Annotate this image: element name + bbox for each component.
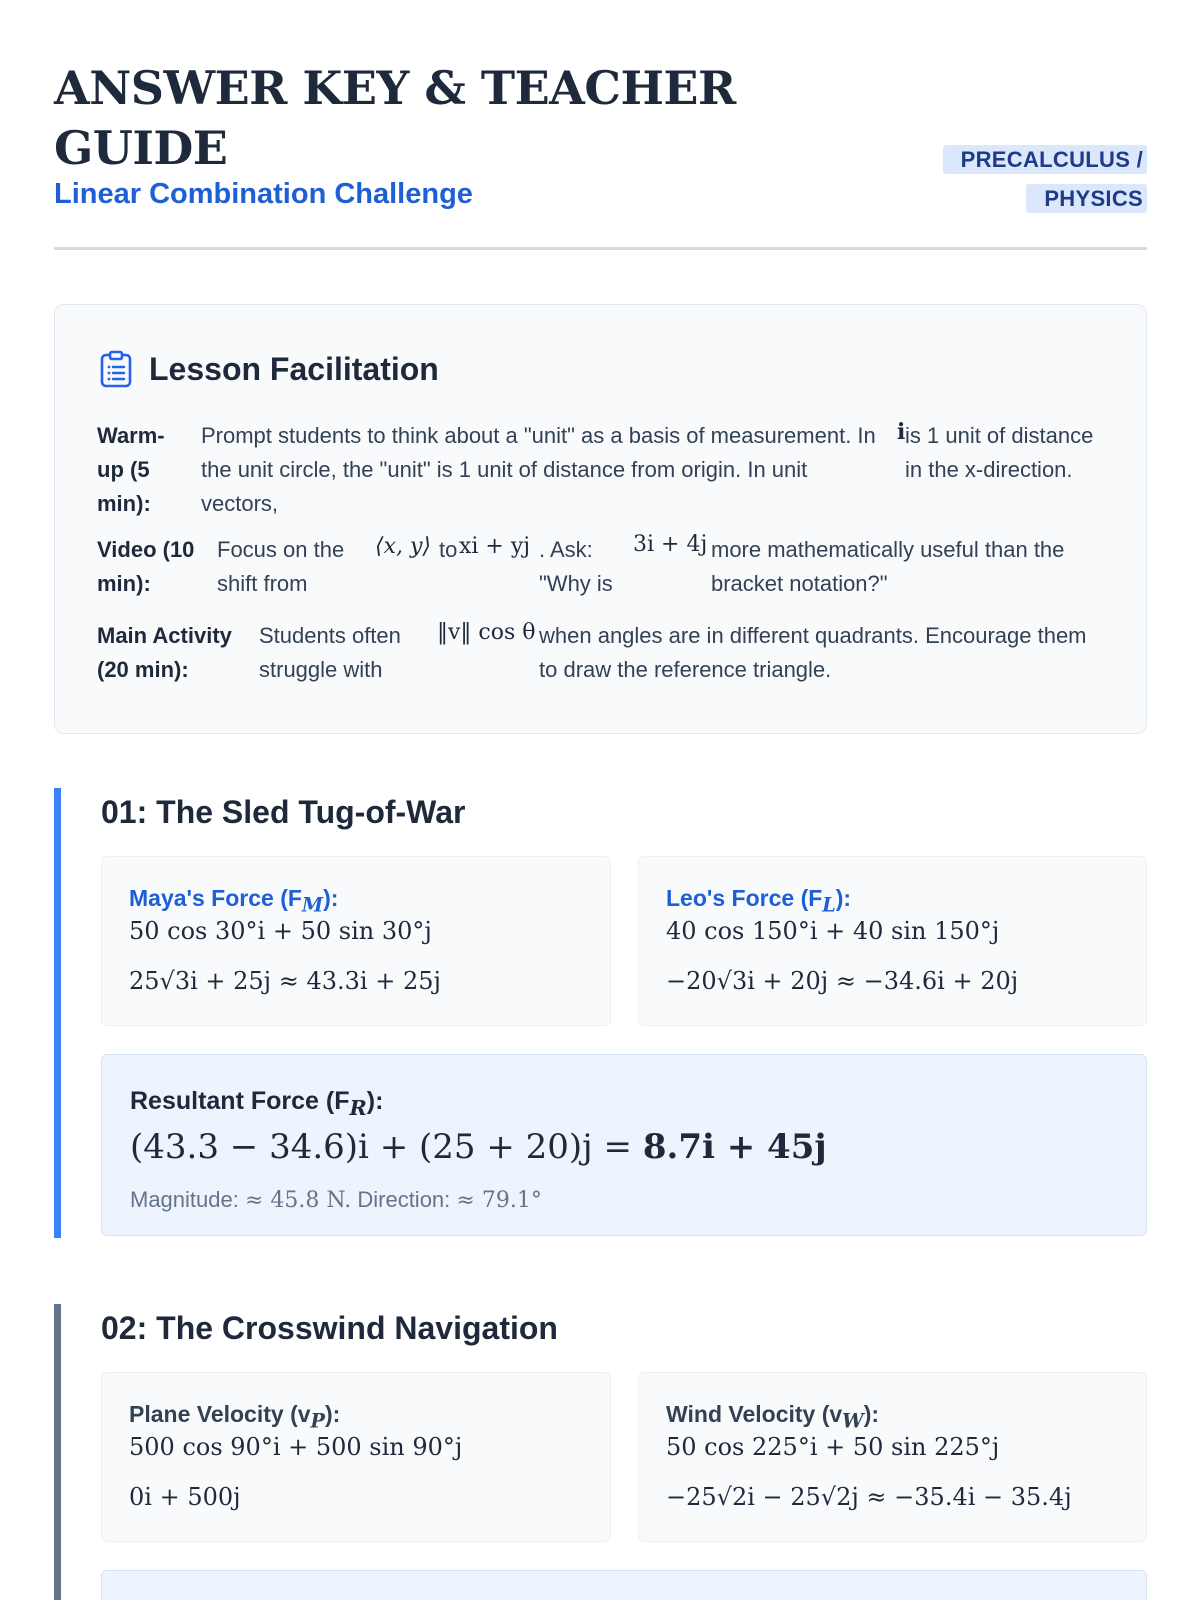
force-card-label-text: Maya's Force (F	[129, 885, 302, 911]
velocity-card-line2: −25√2i − 25√2j ≈ −35.4i − 35.4j	[666, 1483, 1072, 1511]
lesson-facilitation-panel	[54, 304, 1147, 734]
force-card-label	[129, 885, 338, 917]
main-activity-text-a: Students often struggle with	[259, 623, 401, 682]
problem-title: 01: The Sled Tug-of-War	[101, 794, 466, 830]
problem-accent-bar	[54, 1304, 61, 1600]
force-card-label-text: Leo's Force (F	[666, 885, 823, 911]
magnitude-value: ≈ 45.8 N.	[244, 1188, 352, 1213]
problem-accent-bar	[54, 788, 61, 1238]
magnitude-label: Magnitude:	[130, 1187, 239, 1212]
main-activity-label: Main Activity (20 min):	[97, 623, 232, 682]
warmup-row	[97, 419, 1107, 523]
resultant-label-sub: R	[349, 1095, 367, 1120]
video-math-linear: xi + yj	[459, 534, 531, 559]
force-card-label-end: ):	[835, 885, 852, 911]
lesson-facilitation-header	[99, 349, 439, 389]
answer-key-page	[54, 0, 1147, 1511]
velocity-card-label-text: Wind Velocity (v	[666, 1401, 843, 1427]
lesson-facilitation-title: Lesson Facilitation	[149, 350, 439, 387]
force-card-line1: 40 cos 150°i + 40 sin 150°j	[666, 917, 1000, 945]
resultant-equation-text: (43.3 − 34.6)i + (25 + 20)j =	[130, 1127, 643, 1167]
subject-badge	[942, 140, 1147, 218]
velocity-card-label-sub: P	[310, 1409, 325, 1433]
velocity-card-label-sub: W	[842, 1409, 864, 1433]
force-card-label-end: ):	[323, 885, 339, 911]
video-text-c: more mathematically useful than the bracket notation?"	[711, 537, 1065, 596]
clipboard-icon	[99, 350, 133, 388]
video-label: Video (10 min):	[97, 537, 195, 596]
resultant-label-text: Resultant Force (F	[130, 1087, 350, 1115]
resultant-magnitude-direction	[130, 1187, 542, 1213]
page-header	[54, 0, 1147, 250]
main-activity-text-b: when angles are in different quadrants. Encourage them to draw the reference triangle.	[539, 623, 1087, 682]
velocity-card-label-end: ):	[863, 1401, 880, 1427]
force-card-label-sub: M	[301, 893, 324, 917]
video-text-b: . Ask: "Why is	[539, 537, 613, 596]
velocity-card-plane	[101, 1372, 611, 1542]
video-text-to: to	[439, 537, 458, 562]
force-card-line1: 50 cos 30°i + 50 sin 30°j	[129, 917, 432, 945]
resultant-label-end: ):	[366, 1087, 384, 1115]
problem-title: 02: The Crosswind Navigation	[101, 1310, 558, 1346]
velocity-card-line2: 0i + 500j	[129, 1483, 241, 1511]
velocity-card-line1: 50 cos 225°i + 50 sin 225°j	[666, 1433, 1000, 1461]
resultant-equation-answer: 8.7i + 45j	[642, 1127, 827, 1167]
resultant-velocity-box	[101, 1570, 1147, 1600]
warmup-text: Prompt students to think about a "unit" as a basis of measurement. In the unit circle, the "unit" is 1 unit of distance from origin. In unit vectors,	[201, 423, 876, 516]
warmup-text-end: is 1 unit of distance in the x-direction.	[905, 423, 1094, 482]
page-title: ANSWER KEY & TEACHER GUIDE	[54, 61, 736, 175]
velocity-card-label-end: ):	[324, 1401, 341, 1427]
resultant-force-label	[130, 1087, 383, 1120]
problem-crosswind-navigation	[54, 1304, 1147, 1600]
video-math-3i4j: 3i + 4j	[633, 532, 708, 557]
resultant-force-box	[101, 1054, 1147, 1236]
force-card-label-sub: L	[822, 893, 836, 917]
main-activity-math: ‖v‖ cos θ	[437, 620, 536, 645]
velocity-card-label-text: Plane Velocity (v	[129, 1401, 311, 1427]
force-card-line2: 25√3i + 25j ≈ 43.3i + 25j	[129, 967, 441, 995]
velocity-card-label	[666, 1401, 879, 1433]
warmup-math-i: i	[897, 419, 906, 445]
main-activity-row	[97, 619, 1107, 689]
velocity-card-wind	[638, 1372, 1147, 1542]
velocity-card-label	[129, 1401, 340, 1433]
direction-value: ≈ 79.1°	[456, 1188, 542, 1213]
problem-sled-tug-of-war	[54, 788, 1147, 1238]
subject-badge-text: PRECALCULUS / PHYSICS	[943, 145, 1147, 213]
direction-label: Direction:	[357, 1187, 451, 1212]
resultant-equation	[130, 1127, 827, 1167]
video-text-a: Focus on the shift from	[217, 537, 345, 596]
force-card-line2: −20√3i + 20j ≈ −34.6i + 20j	[666, 967, 1019, 995]
force-card-label	[666, 885, 851, 917]
force-card-leo	[638, 856, 1147, 1026]
velocity-card-line1: 500 cos 90°i + 500 sin 90°j	[129, 1433, 463, 1461]
force-card-maya	[101, 856, 611, 1026]
page-subtitle: Linear Combination Challenge	[54, 178, 473, 210]
video-row	[97, 533, 1107, 603]
video-math-bracket: ⟨x, y⟩	[375, 534, 431, 559]
warmup-label: Warm-up (5 min):	[97, 423, 165, 516]
